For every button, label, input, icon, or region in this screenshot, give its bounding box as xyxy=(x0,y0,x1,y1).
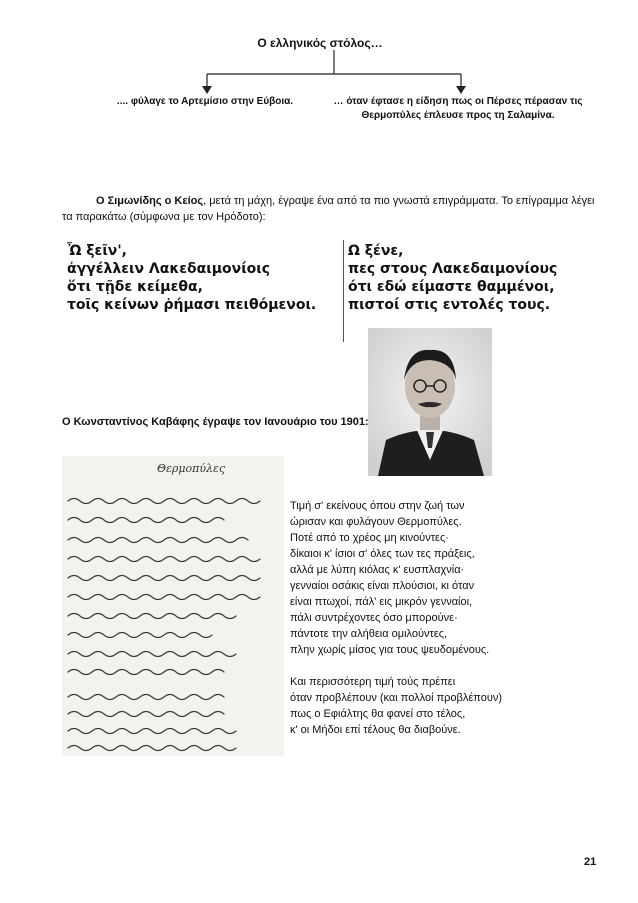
epigram-modern-line: Ω ξένε, xyxy=(348,243,404,259)
poem-line: γενναίοι οσάκις είναι πλούσιοι, κι όταν xyxy=(290,580,475,592)
diagram-arrows xyxy=(0,0,638,100)
epigram-modern-line: πιστοί στις εντολές τους. xyxy=(348,297,551,313)
epigram-modern-line: ότι εδώ είμαστε θαμμένοι, xyxy=(348,279,555,295)
diagram-left-branch: .... φύλαγε το Αρτεμίσιο στην Εύβοια. xyxy=(116,96,294,107)
epigram-divider xyxy=(343,240,344,342)
poem-line: Ποτέ από το χρέος μη κινούντες· xyxy=(290,532,449,544)
kavafis-portrait xyxy=(368,328,492,476)
epigram-ancient-line: ἀγγέλλειν Λακεδαιμονίοις xyxy=(67,261,271,277)
right-arrow-head xyxy=(456,86,466,94)
epigram-ancient-line: τοῖς κείνων ῥήμασι πειθόμενοι. xyxy=(67,297,317,313)
kavafis-intro: Ο Κωνσταντίνος Καβάφης έγραψε τον Ιανουάριο του 1901: xyxy=(62,416,369,428)
poem-line: ώρισαν και φυλάγουν Θερμοπύλες. xyxy=(290,516,462,528)
poem-line: όταν προβλέπουν (και πολλοί προβλέπουν) xyxy=(290,692,502,704)
manuscript-title: Θερμοπύλες xyxy=(157,462,226,475)
poem-line: είναι πτωχοί, πάλ' εις μικρόν γενναίοι, xyxy=(290,596,473,608)
poem-line: πάλι συντρέχοντες όσο μπορούνε· xyxy=(290,612,458,624)
diagram-right-branch: … όταν έφτασε η είδηση πως οι Πέρσες πέρασαν τις Θερμοπύλες έπλευσε προς τη Σαλαμίνα. xyxy=(333,96,583,121)
poem-line: πάντοτε την αλήθεια ομιλούντες, xyxy=(290,628,448,640)
poem-line: πλην χωρίς μίσος για τους ψευδομένους. xyxy=(290,644,490,656)
epigram-modern xyxy=(348,242,608,314)
manuscript-image xyxy=(62,456,284,756)
left-arrow-head xyxy=(202,86,212,94)
simonides-intro-paragraph xyxy=(62,193,602,225)
simonides-name: Ο Σιμωνίδης ο Κείος xyxy=(96,195,204,207)
page-number: 21 xyxy=(584,856,597,868)
poem-line: δίκαιοι κ' ίσιοι σ' όλες των τες πράξεις, xyxy=(290,548,475,560)
diagram-title: Ο ελληνικός στόλος… xyxy=(257,36,383,50)
epigram-ancient xyxy=(67,242,337,314)
epigram-modern-line: πες στους Λακεδαιμονίους xyxy=(348,261,558,277)
stanza-gap xyxy=(290,658,590,674)
simonides-intro-text: , μετά τη μάχη, έγραψε ένα από τα πιο γνωστά επιγράμματα. Το επίγραμμα λέγει τα παρακάτω (σύμφωνα με τον Ηρόδοτο): xyxy=(62,195,595,223)
poem-line: Τιμή σ' εκείνους όπου στην ζωή των xyxy=(290,500,465,512)
poem-line: πως ο Εφιάλτης θα φανεί στο τέλος, xyxy=(290,708,466,720)
epigram-ancient-line: Ὦ ξεῖν', xyxy=(67,243,127,259)
poem-line: αλλά με λύπη κιόλας κ' ευσπλαχνία· xyxy=(290,564,465,576)
poem-line: Και περισσότερη τιμή τούς πρέπει xyxy=(290,676,456,688)
kavafis-poem xyxy=(290,498,590,738)
poem-line: κ' οι Μήδοι επί τέλους θα διαβούνε. xyxy=(290,724,461,736)
epigram-ancient-line: ὅτι τῇδε κείμεθα, xyxy=(67,279,203,295)
